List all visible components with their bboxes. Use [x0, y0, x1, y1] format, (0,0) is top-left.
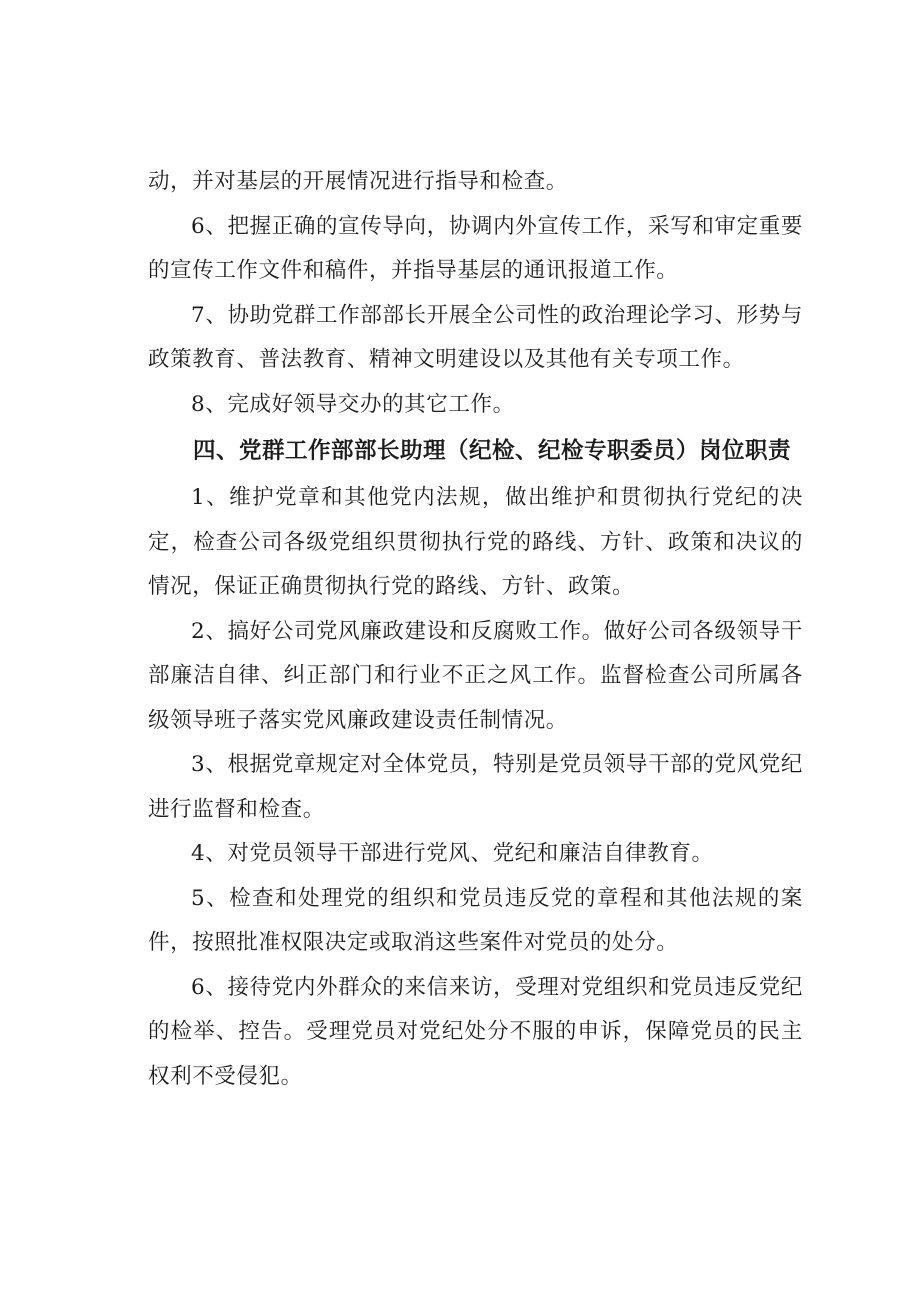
paragraph-continuation: 动，并对基层的开展情况进行指导和检查。 [148, 169, 568, 194]
paragraph-item-6-petitions: 6、接待党内外群众的来信来访，受理对党组织和党员违反党纪的检举、控告。受理党员对党纪处分不服的申诉，保障党员的民主权利不受侵犯。 [148, 974, 803, 1089]
paragraph-item-1-party-rules: 1、维护党章和其他党内法规，做出维护和贯彻执行党纪的决定，检查公司各级党组织贯彻执行党的路线、方针、政策和决议的情况，保证正确贯彻执行党的路线、方针、政策。 [148, 485, 803, 599]
paragraph-item-8-assigned-work: 8、完成好领导交办的其它工作。 [191, 391, 515, 417]
paragraph-item-4-discipline-education: 4、对党员领导干部进行党风、党纪和廉洁自律教育。 [191, 841, 714, 866]
paragraph-item-5-case-handling: 5、检查和处理党的组织和党员违反党的章程和其他法规的案件，按照批准权限决定或取消这些案件对党员的处分。 [148, 885, 803, 955]
section-heading: 四、党群工作部部长助理（纪检、纪检专职委员）岗位职责 [193, 438, 792, 464]
document-body [148, 160, 803, 1099]
paragraph-item-7-education: 7、协助党群工作部部长开展全公司性的政治理论学习、形势与政策教育、普法教育、精神文明建设以及其他有关专项工作。 [148, 302, 803, 372]
paragraph-item-3-supervision: 3、根据党章规定对全体党员，特别是党员领导干部的党风党纪进行监督和检查。 [148, 752, 803, 822]
paragraph-item-2-anti-corruption: 2、搞好公司党风廉政建设和反腐败工作。做好公司各级领导干部廉洁自律、纠正部门和行业不正之风工作。监督检查公司所属各级领导班子落实党风廉政建设责任制情况。 [148, 618, 803, 733]
paragraph-item-6-publicity: 6、把握正确的宣传导向，协调内外宣传工作，采写和审定重要的宣传工作文件和稿件，并指导基层的通讯报道工作。 [148, 213, 803, 283]
